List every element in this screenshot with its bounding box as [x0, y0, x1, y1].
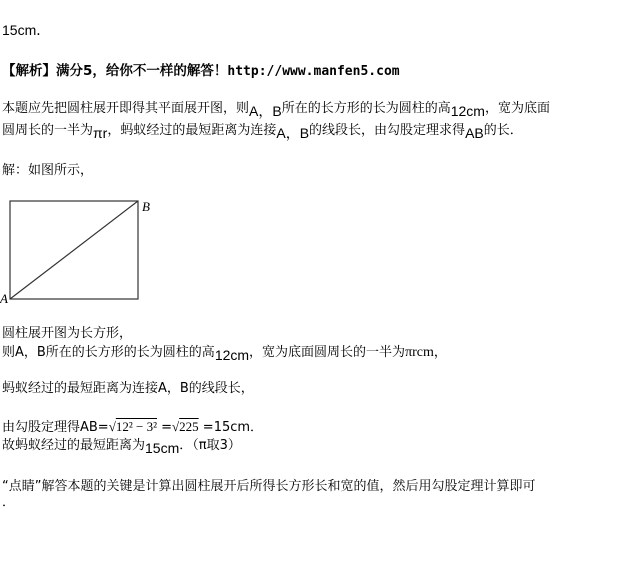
para1-text-g: 的长．: [483, 123, 523, 138]
line4-radicand-2: 225: [179, 419, 199, 434]
analysis-bracket: 【解析】: [2, 63, 56, 79]
line2-pircm: πrcm: [405, 345, 434, 360]
line5-text-b: ．（π取3）: [179, 438, 241, 453]
comment-line-1: “点睛”解答本题的关键是计算出圆柱展开后所得长方形长和宽的值，然后用勾股定理计算即可: [2, 479, 536, 494]
para1-height: 12cm: [450, 103, 485, 119]
line4-text-b: =15cm．: [198, 420, 264, 435]
solution-line-2: [2, 343, 447, 361]
para1-text-c: ，宽为底面: [484, 101, 550, 116]
analysis-slogan: 满分5，给你不一样的解答！: [56, 63, 228, 79]
line4-text-a: 由勾股定理得AB=: [2, 420, 109, 435]
para1-text-b: 所在的长方形的长为圆柱的高: [281, 101, 451, 116]
solution-line-3: 蚂蚁经过的最短距离为连接A，B的线段长，: [2, 381, 254, 396]
label-a: A: [0, 291, 8, 306]
analysis-header: [2, 63, 400, 80]
top-result: [2, 22, 50, 40]
line5-text-a: 故蚂蚁经过的最短距离为: [2, 438, 146, 453]
paragraph-line-2: [2, 121, 523, 139]
para1-points-2: A，B: [276, 125, 310, 141]
para1-ab: AB: [465, 125, 484, 141]
line2-height: 12cm: [214, 347, 250, 363]
para1-pir: πr: [93, 125, 108, 141]
line2-text-a: 则A，B所在的长方形的长为圆柱的高: [2, 345, 215, 360]
line5-value: 15cm: [145, 440, 180, 456]
line2-text-b: ，宽为底面圆周长的一半为: [249, 345, 406, 360]
line4-radicand-1: 12² − 3²: [115, 419, 157, 434]
solution-line-4: [2, 419, 263, 436]
solution-line-5: [2, 436, 241, 454]
label-b: B: [142, 199, 150, 214]
para1-text-e: ，蚂蚁经过的最短距离为连接: [107, 123, 277, 138]
site-url: http://www.manfen5.com: [227, 64, 400, 79]
sqrt-sign-2: √: [172, 419, 180, 434]
solution-line-1: 圆柱展开图为长方形，: [2, 326, 133, 341]
para1-text-a: 本题应先把圆柱展开即得其平面展开图，则: [2, 101, 250, 116]
diagonal-ab: [10, 201, 138, 299]
line4-equals: =: [157, 420, 173, 435]
para1-points: A，B: [249, 103, 282, 119]
para1-text-f: 的线段长，由勾股定理求得: [309, 123, 466, 138]
para1-text-d: 圆周长的一半为: [2, 123, 94, 138]
paragraph-line-1: [2, 99, 550, 117]
sqrt-sign-1: √: [108, 419, 116, 434]
result-text: 15cm．: [2, 22, 51, 38]
unfolded-rectangle-figure: [0, 190, 170, 310]
line2-text-c: ，: [433, 345, 447, 360]
comment-line-2: ．: [2, 495, 16, 510]
solution-intro: 解：如图所示，: [2, 163, 94, 178]
